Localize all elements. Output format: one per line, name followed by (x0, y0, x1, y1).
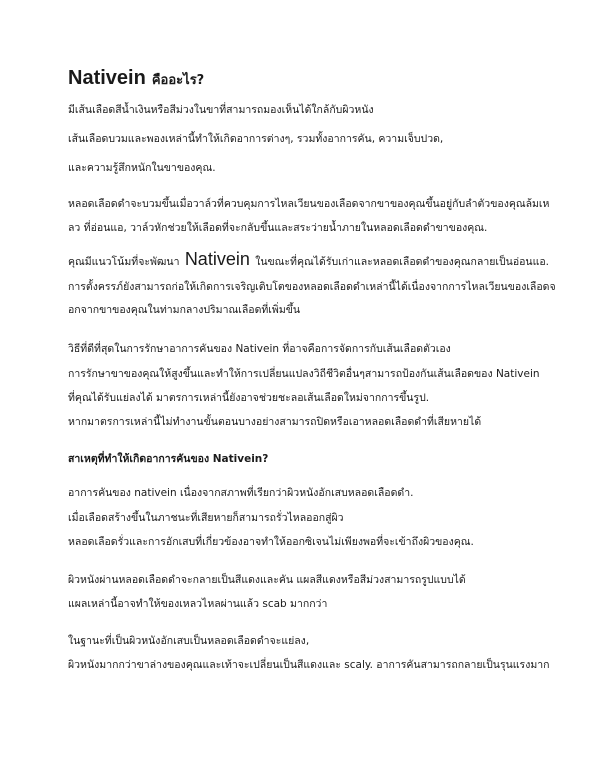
mixed-paragraph-line (68, 251, 549, 270)
paragraph-line: หลอดเลือดดำจะบวมขึ้นเมื่อวาล์วที่ควบคุมการไหลเวียนของเลือดจากขาของคุณขึ้นอยู่กับลำตัวของคุณล้มเห (68, 198, 550, 210)
paragraph-line: หลอดเลือดรั่วและการอักเสบที่เกี่ยวข้องอาจทำให้ออกซิเจนไม่เพียงพอที่จะเข้าถึงผิวของคุณ. (68, 536, 474, 548)
paragraph-line: เส้นเลือดบวมและพองเหล่านี้ทำให้เกิดอาการต่างๆ, รวมทั้งอาการคัน, ความเจ็บปวด, (68, 133, 444, 145)
paragraph-line: เมื่อเลือดสร้างขึ้นในภาชนะที่เสียหายก็สามารถรั่วไหลออกสู่ผิว (68, 512, 344, 524)
section-heading-latin: Nativein? (212, 453, 269, 465)
section-heading-thai: สาเหตุที่ทำให้เกิดอาการคันของ (68, 453, 210, 465)
paragraph-line: ในฐานะที่เป็นผิวหนังอักเสบเป็นหลอดเลือดดำจะแย่ลง, (68, 635, 310, 647)
title-brand: Nativein (68, 67, 146, 89)
mixed-line-before: คุณมีแนวโน้มที่จะพัฒนา (68, 256, 180, 268)
paragraph-line: มีเส้นเลือดสีน้ำเงินหรือสีม่วงในขาที่สามารถมองเห็นได้ใกล้กับผิวหนัง (68, 104, 374, 116)
paragraph-line: วิธีที่ดีที่สุดในการรักษาอาการคันของ Nativein ที่อาจคือการจัดการกับเส้นเลือดตัวเอง (68, 343, 451, 355)
paragraph-line: ที่คุณได้รับแย่ลงได้ มาตรการเหล่านี้ยังอาจช่วยชะลอเส้นเลือดใหม่จากการขึ้นรูป. (68, 392, 430, 404)
paragraph-line: ผิวหนังผ่านหลอดเลือดดำจะกลายเป็นสีแดงและคัน แผลสีแดงหรือสีม่วงสามารถรูปแบบได้ (68, 574, 466, 586)
page-title (68, 66, 204, 93)
paragraph-line: การตั้งครรภ์ยังสามารถก่อให้เกิดการเจริญเติบโตของหลอดเลือดดำเหล่านี้ได้เนื่องจากการไหลเวียนของเลือดจ (68, 281, 556, 293)
paragraph-line: หากมาตรการเหล่านี้ไม่ทำงานขั้นตอนบางอย่างสามารถปิดหรือเอาหลอดเลือดดำที่เสียหายได้ (68, 416, 482, 428)
paragraph-line: อาการคันของ nativein เนื่องจากสภาพที่เรียกว่าผิวหนังอักเสบหลอดเลือดดำ. (68, 487, 414, 499)
paragraph-line: แผลเหล่านี้อาจทำให้ของเหลวไหลผ่านแล้ว scab มากกว่า (68, 598, 328, 610)
paragraph-line: ลว ที่อ่อนแอ, วาล์วหักช่วยให้เลือดที่จะกลับขึ้นและสระว่ายน้ำภายในหลอดเลือดดำขาของคุณ. (68, 222, 488, 234)
paragraph-line: และความรู้สึกหนักในขาของคุณ. (68, 162, 216, 174)
paragraph-line: การรักษาขาของคุณให้สูงขึ้นและทำให้การเปลี่ยนแปลงวิถีชีวิตอื่นๆสามารถป้องกันเส้นเลือดของ Nativein (68, 368, 540, 380)
title-question: คืออะไร? (151, 73, 205, 88)
paragraph-line: อกจากขาของคุณในท่ามกลางปริมาณเลือดที่เพิ่มขึ้น (68, 304, 301, 316)
section-heading (68, 451, 268, 467)
paragraph-line: ผิวหนังมากกว่าขาล่างของคุณและเท้าจะเปลี่ยนเป็นสีแดงและ scaly. อาการคันสามารถกลายเป็นรุนแรงมาก (68, 659, 550, 671)
mixed-line-after: ในขณะที่คุณได้รับเก่าและหลอดเลือดดำของคุณกลายเป็นอ่อนแอ. (255, 256, 550, 268)
mixed-line-brand: Nativein (184, 249, 250, 269)
